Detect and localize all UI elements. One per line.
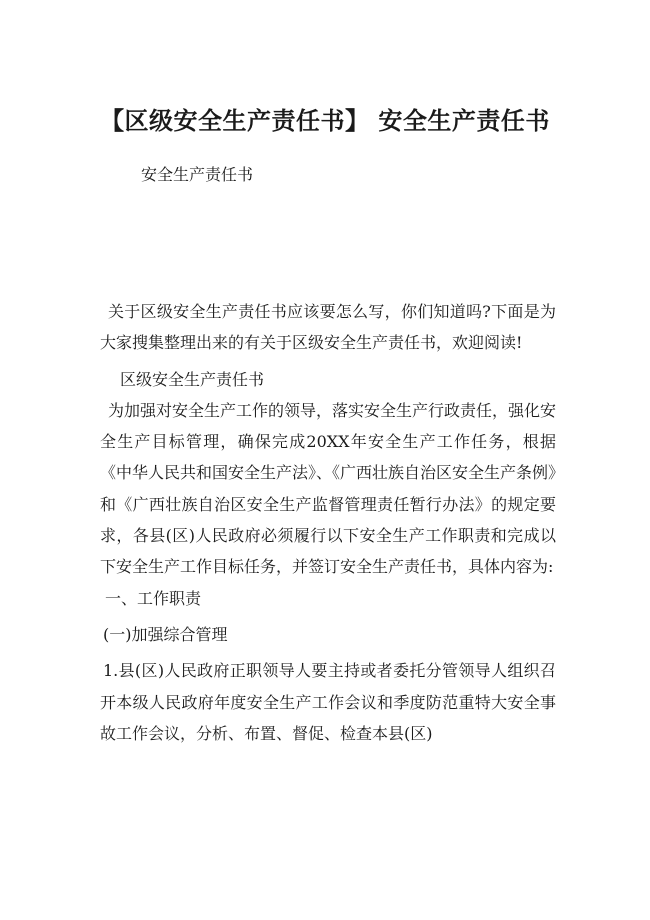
- subsection-heading-management: (一)加强综合管理: [103, 624, 228, 644]
- document-title: 【区级安全生产责任书】 安全生产责任书: [100, 107, 550, 135]
- document-subtitle: 安全生产责任书: [141, 165, 254, 184]
- purpose-paragraph: 为加强对安全生产工作的领导，落实安全生产行政责任，强化安全生产目标管理，确保完成20XX年安全生产工作任务，根据《中华人民共和国安全生产法》、《广西壮族自治区安全生产条例》和《广西壮族自治区安全生产监督管理责任暂行办法》的规定要求，各县(区)人民政府必须履行以下安全生产工作职责和完成以下安全生产工作目标任务，并签订安全生产责任书，具体内容为:: [100, 400, 557, 577]
- chapter-heading-duties: 一、工作职责: [105, 588, 202, 608]
- document-body: [100, 296, 556, 749]
- intro-paragraph: 关于区级安全生产责任书应该要怎么写，你们知道吗?下面是为大家搜集整理出来的有关于区级安全生产责任书，欢迎阅读!: [100, 302, 556, 353]
- duty-item-1: 1.县(区)人民政府正职领导人要主持或者委托分管领导人组织召开本级人民政府年度安全生产工作会议和季度防范重特大安全事故工作会议，分析、布置、督促、检查本县(区): [100, 661, 556, 743]
- section-heading: 区级安全生产责任书: [120, 369, 265, 389]
